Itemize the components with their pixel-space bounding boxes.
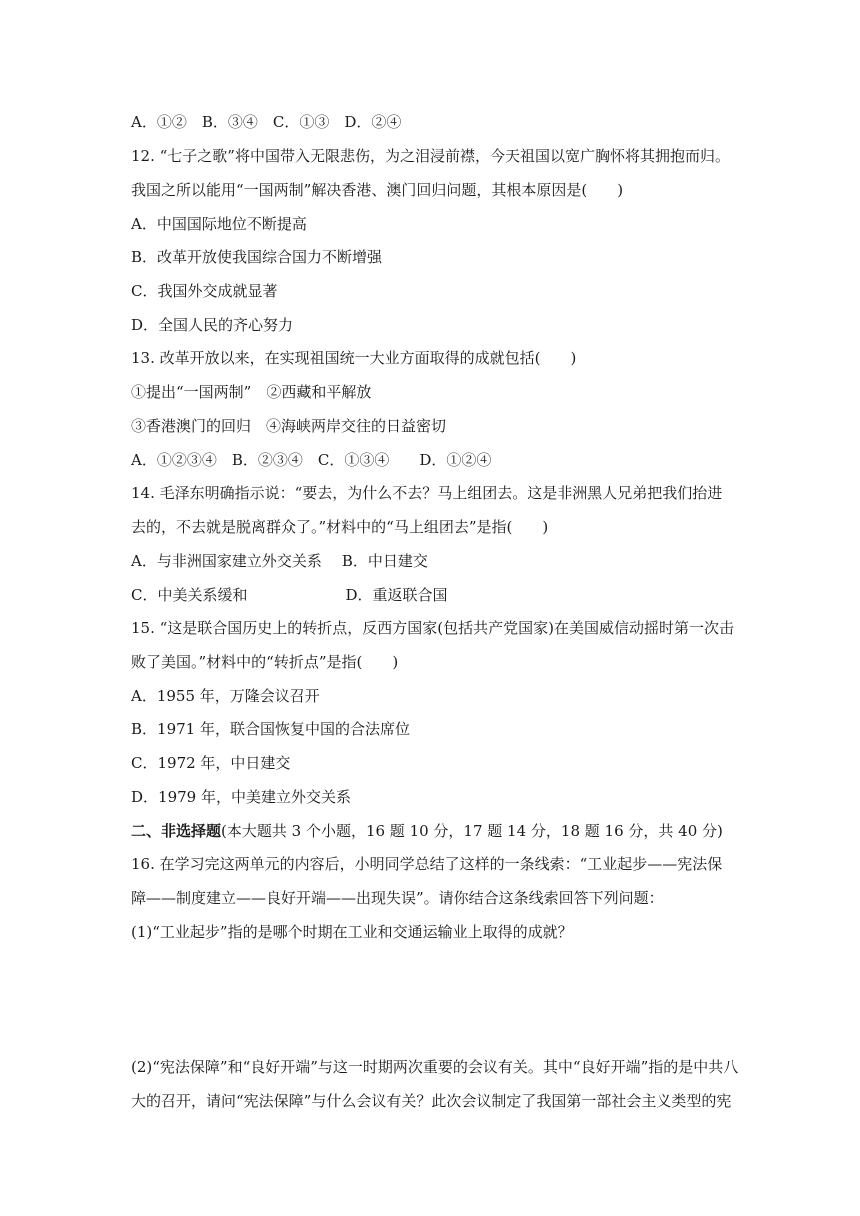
q15-option-d: D．1979 年，中美建立外交关系	[131, 788, 351, 806]
q16-stem-line2: 障——制度建立——良好开端——出现失误”。请你结合这条线索回答下列问题：	[131, 889, 664, 907]
section-2-note: (本大题共 3 个小题，16 题 10 分，17 题 14 分，18 题 16 分，共 40 分)	[221, 822, 723, 840]
q15-option-b: B．1971 年，联合国恢复中国的合法席位	[131, 720, 410, 738]
q15-stem-line2: 败了美国。”材料中的“转折点”是指( )	[131, 653, 399, 671]
q14-options-row1	[131, 550, 428, 572]
q14-options-row2	[131, 584, 448, 606]
q12-stem-line1: 12. “七子之歌”将中国带入无限悲伤，为之泪浸前襟，今天祖国以宽广胸怀将其拥抱而归。	[131, 147, 730, 165]
q12-stem-line2: 我国之所以能用“一国两制”解决香港、澳门回归问题，其根本原因是( )	[131, 181, 624, 199]
q14-stem-line1: 14. 毛泽东明确指示说：“要去，为什么不去？马上组团去。这是非洲黑人兄弟把我们抬进	[131, 484, 723, 502]
q13-options: A．①②③④ B．②③④ C．①③④ D．①②④	[131, 451, 492, 469]
q14-option-d: D．重返联合国	[345, 586, 448, 604]
section-2-heading	[131, 820, 723, 842]
q16-sub-question-1: (1)“工业起步”指的是哪个时期在工业和交通运输业上取得的成就？	[131, 923, 573, 941]
q14-stem-line2: 去的，不去就是脱离群众了。”材料中的“马上组团去”是指( )	[131, 518, 549, 536]
q13-items-1-2: ①提出“一国两制” ②西藏和平解放	[131, 383, 372, 401]
q13-items-3-4: ③香港澳门的回归 ④海峡两岸交往的日益密切	[131, 417, 447, 435]
section-2-title: 二、非选择题	[131, 822, 222, 840]
q14-option-c: C．中美关系缓和	[131, 586, 248, 604]
q12-option-c: C．我国外交成就显著	[131, 282, 278, 300]
q15-stem-line1: 15. “这是联合国历史上的转折点，反西方国家(包括共产党国家)在美国威信动摇时第一次击	[131, 619, 734, 637]
q16-stem-line1: 16. 在学习完这两单元的内容后，小明同学总结了这样的一条线索：“工业起步——宪法保	[131, 855, 723, 873]
q14-option-a: A．与非洲国家建立外交关系	[131, 552, 322, 570]
q15-option-c: C．1972 年，中日建交	[131, 754, 291, 772]
q14-option-b: B．中日建交	[341, 552, 428, 570]
q12-option-a: A．中国国际地位不断提高	[131, 215, 307, 233]
q16-sub-question-2-line2: 大的召开，请问“宪法保障”与什么会议有关？此次会议制定了我国第一部社会主义类型的宪	[131, 1092, 732, 1110]
q12-option-b: B．改革开放使我国综合国力不断增强	[131, 248, 383, 266]
q12-option-d: D．全国人民的齐心努力	[131, 316, 294, 334]
q16-sub-question-2-line1: (2)“宪法保障”和“良好开端”与这一时期两次重要的会议有关。其中“良好开端”指的是中共八	[131, 1058, 739, 1076]
q13-stem: 13. 改革开放以来，在实现祖国统一大业方面取得的成就包括( )	[131, 349, 577, 367]
q15-option-a: A．1955 年，万隆会议召开	[131, 687, 320, 705]
q11-options: A．①② B．③④ C．①③ D．②④	[131, 113, 402, 131]
